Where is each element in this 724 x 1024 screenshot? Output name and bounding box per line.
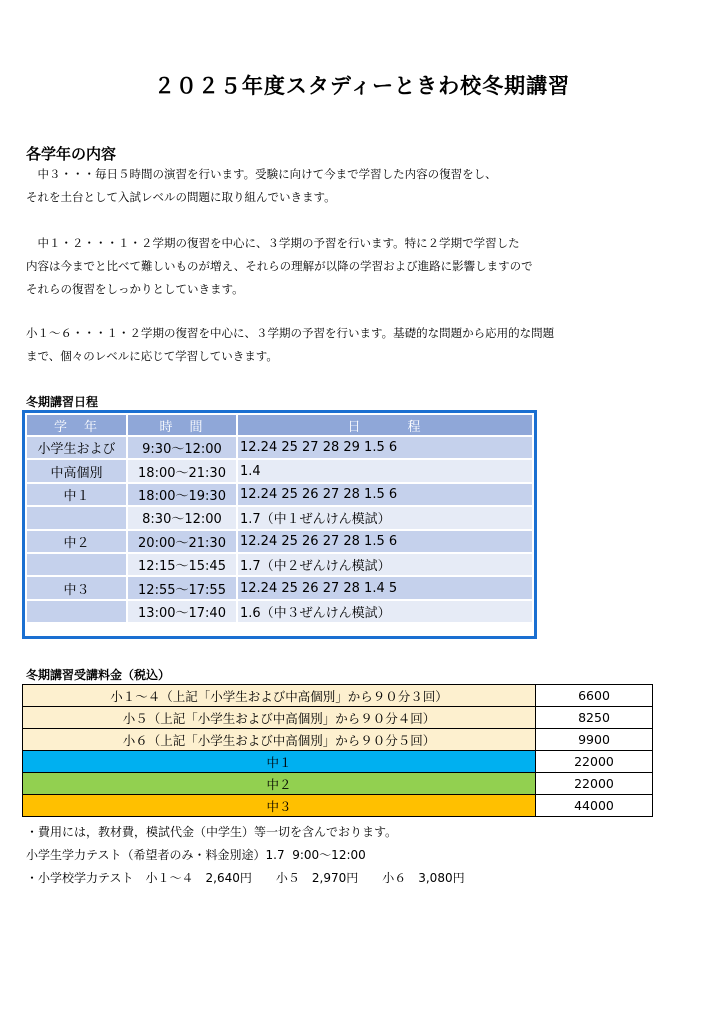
paragraph-chu3 (26, 163, 497, 209)
fee-label: 中３ (23, 795, 536, 817)
paragraph-line: それらの復習をしっかりとしていきます。 (26, 282, 244, 296)
row-grade: 中高個別 (27, 460, 126, 481)
row-dates: 12.24 25 26 27 28 1.4 5 (238, 577, 532, 598)
row-grade: 中２ (27, 531, 126, 552)
row-time: 9:30～12:00 (128, 437, 236, 458)
row-dates: 1.7（中２ぜんけん模試） (238, 554, 532, 575)
schedule-row (27, 437, 532, 458)
fee-price: 8250 (536, 707, 653, 729)
paragraph-sho (26, 322, 554, 368)
row-time: 12:55～17:55 (128, 577, 236, 598)
row-time: 13:00～17:40 (128, 601, 236, 622)
schedule-heading: 冬期講習日程 (26, 395, 99, 409)
row-time: 8:30～12:00 (128, 507, 236, 528)
header-grade: 学 年 (27, 415, 126, 435)
note-school-test-prices: ・小学校学力テスト 小１～４ 2,640円 小５ 2,970円 小６ 3,080円 (26, 871, 465, 885)
fee-label: 中１ (23, 751, 536, 773)
schedule-row (27, 554, 532, 575)
section-heading: 各学年の内容 (26, 145, 117, 163)
paragraph-line: 内容は今までと比べて難しいものが増え、それらの理解が以降の学習および進路に影響しますので (26, 259, 533, 273)
row-dates: 12.24 25 27 28 29 1.5 6 (238, 437, 532, 458)
fee-price: 9900 (536, 729, 653, 751)
schedule-row (27, 507, 532, 528)
fee-price: 44000 (536, 795, 653, 817)
row-time: 12:15～15:45 (128, 554, 236, 575)
fees-heading: 冬期講習受講料金（税込） (26, 668, 171, 682)
row-time: 20:00～21:30 (128, 531, 236, 552)
schedule-row (27, 460, 532, 481)
row-dates: 1.7（中１ぜんけん模試） (238, 507, 532, 528)
page-title: ２０２５年度スタディーときわ校冬期講習 (153, 74, 571, 98)
fee-row (23, 707, 653, 729)
row-grade (27, 554, 126, 575)
fee-price: 22000 (536, 773, 653, 795)
fee-price: 22000 (536, 751, 653, 773)
row-time: 18:00～21:30 (128, 460, 236, 481)
row-dates: 1.6（中３ぜんけん模試） (238, 601, 532, 622)
paragraph-line: それを土台として入試レベルの問題に取り組んでいきます。 (26, 190, 336, 204)
schedule-row (27, 601, 532, 622)
paragraph-line: 中３・・・毎日５時間の演習を行います。受験に向けて今まで学習した内容の復習をし、 (26, 167, 497, 181)
row-grade (27, 507, 126, 528)
fee-row (23, 751, 653, 773)
paragraph-line: まで、個々のレベルに応じて学習していきます。 (26, 349, 278, 363)
schedule-row (27, 577, 532, 598)
fee-label: 小６（上記「小学生および中高個別」から９０分５回） (23, 729, 536, 751)
fee-price: 6600 (536, 685, 653, 707)
paragraph-line: 中１・２・・・１・２学期の復習を中心に、３学期の予習を行います。特に２学期で学習した (26, 236, 520, 250)
header-time: 時 間 (128, 415, 236, 435)
schedule-row (27, 484, 532, 505)
fee-row (23, 773, 653, 795)
row-grade: 中３ (27, 577, 126, 598)
header-dates: 日 程 (238, 415, 532, 435)
fees-table (22, 684, 653, 817)
schedule-row (27, 531, 532, 552)
row-dates: 12.24 25 26 27 28 1.5 6 (238, 484, 532, 505)
fee-label: 小１～４（上記「小学生および中高個別」から９０分３回） (23, 685, 536, 707)
fee-row (23, 729, 653, 751)
fee-label: 小５（上記「小学生および中高個別」から９０分４回） (23, 707, 536, 729)
row-grade: 中１ (27, 484, 126, 505)
fee-row (23, 685, 653, 707)
row-dates: 1.4 (238, 460, 532, 481)
note-elementary-test: 小学生学力テスト（希望者のみ・料金別途）1.7 9:00～12:00 (26, 848, 366, 862)
schedule-table (22, 410, 537, 639)
fee-row (23, 795, 653, 817)
row-grade: 小学生および (27, 437, 126, 458)
note-fees-included: ・費用には，教材費，模試代金（中学生）等一切を含んでおります。 (26, 825, 398, 839)
schedule-header-row (27, 415, 532, 435)
row-time: 18:00～19:30 (128, 484, 236, 505)
fee-label: 中２ (23, 773, 536, 795)
paragraph-chu12 (26, 232, 533, 301)
row-grade (27, 601, 126, 622)
paragraph-line: 小１～６・・・１・２学期の復習を中心に、３学期の予習を行います。基礎的な問題から応用的な問題 (26, 326, 555, 340)
row-dates: 12.24 25 26 27 28 1.5 6 (238, 531, 532, 552)
